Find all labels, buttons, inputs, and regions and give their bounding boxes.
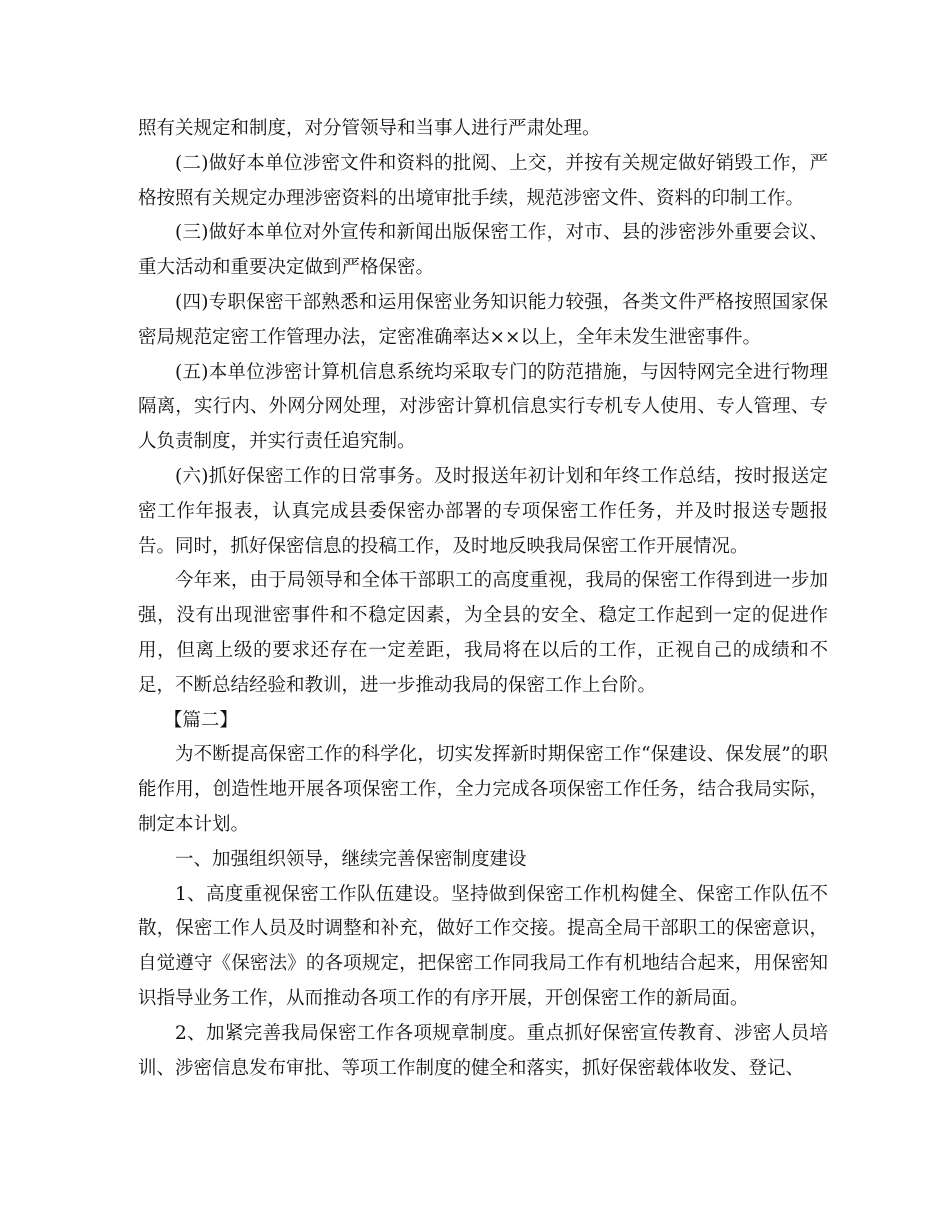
paragraph-continued: 照有关规定和制度，对分管领导和当事人进行严肃处理。: [138, 118, 601, 139]
paragraph-point-1: 1、高度重视保密工作队伍建设。坚持做到保密工作机构健全、保密工作队伍不散，保密工作人员及时调整和补充，做好工作交接。提高全局干部职工的保密意识，自觉遵守《保密法》的各项规定，把保密工作同我局工作有机地结合起来，用保密知识指导业务工作，从而推动各项工作的有序开展，开创保密工作的新局面。: [138, 883, 828, 1009]
paragraph-item-6: (六)抓好保密工作的日常事务。及时报送年初计划和年终工作总结，按时报送定密工作年报表，认真完成县委保密办部署的专项保密工作任务，并及时报送专题报告。同时，抓好保密信息的投稿工作，及时地反映我局保密工作开展情况。: [138, 465, 828, 557]
document-body: [138, 112, 828, 1086]
paragraph-item-2: (二)做好本单位涉密文件和资料的批阅、上交，并按有关规定做好销毁工作，严格按照有关规定办理涉密资料的出境审批手续，规范涉密文件、资料的印制工作。: [138, 152, 828, 209]
paragraph-item-4: (四)专职保密干部熟悉和运用保密业务知识能力较强，各类文件严格按照国家保密局规范定密工作管理办法，定密准确率达××以上，全年未发生泄密事件。: [138, 291, 828, 348]
paragraph-summary: 今年来，由于局领导和全体干部职工的高度重视，我局的保密工作得到进一步加强，没有出现泄密事件和不稳定因素，为全县的安全、稳定工作起到一定的促进作用，但离上级的要求还存在一定差距，我局将在以后的工作，正视自己的成绩和不足，不断总结经验和教训，进一步推动我局的保密工作上台阶。: [138, 570, 828, 696]
paragraph-intro: 为不断提高保密工作的科学化，切实发挥新时期保密工作“保建设、保发展”的职能作用，创造性地开展各项保密工作，全力完成各项保密工作任务，结合我局实际，制定本计划。: [138, 744, 828, 835]
paragraph-item-5: (五)本单位涉密计算机信息系统均采取专门的防范措施，与因特网完全进行物理隔离，实行内、外网分网处理，对涉密计算机信息实行专机专人使用、专人管理、专人负责制度，并实行责任追究制。: [138, 361, 828, 453]
paragraph-item-3: (三)做好本单位对外宣传和新闻出版保密工作，对市、县的涉密涉外重要会议、重大活动和重要决定做到严格保密。: [138, 222, 828, 279]
paragraph-point-2: 2、加紧完善我局保密工作各项规章制度。重点抓好保密宣传教育、涉密人员培训、涉密信息发布审批、等项工作制度的健全和落实，抓好保密载体收发、登记、: [138, 1022, 828, 1079]
subsection-heading: 一、加强组织领导，继续完善保密制度建设: [175, 848, 527, 870]
section-heading: 【篇二】: [163, 709, 238, 731]
